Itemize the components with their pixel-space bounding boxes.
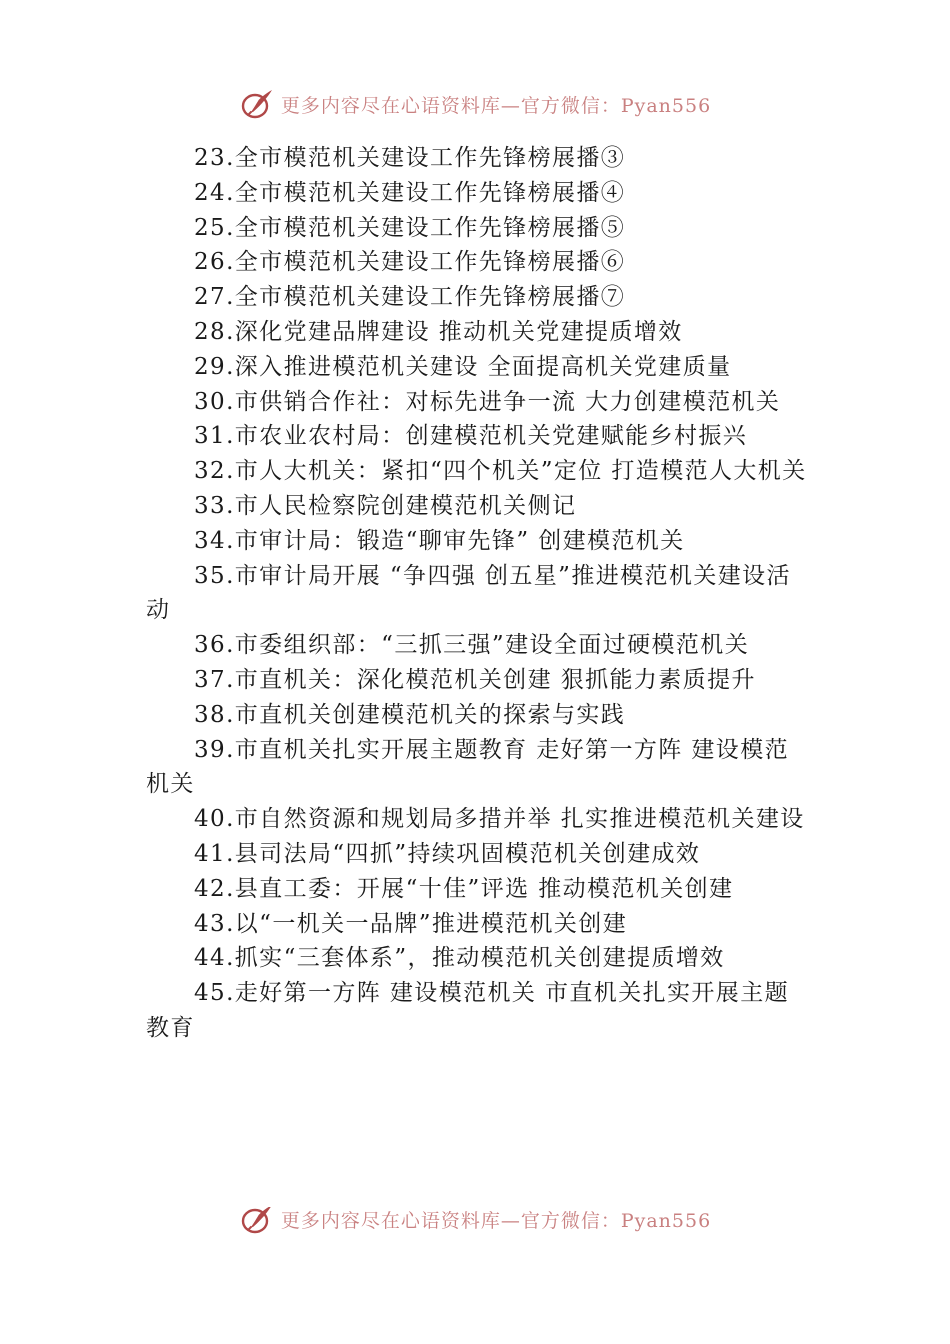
list-item-33: 33.市人民检察院创建模范机关侧记 [194, 492, 577, 519]
list-item-24: 24.全市模范机关建设工作先锋榜展播④ [194, 179, 626, 206]
list-item-35: 35.市审计局开展 “争四强 创五星”推进模范机关建设活动 [146, 562, 791, 624]
list-item-27: 27.全市模范机关建设工作先锋榜展播⑦ [194, 284, 626, 311]
list-item-34: 34.市审计局：锻造“聊审先锋” 创建模范机关 [194, 527, 685, 554]
list-item-44: 44.抓实“三套体系”，推动模范机关创建提质增效 [194, 945, 725, 972]
page-header [0, 84, 950, 124]
header-brand [239, 86, 711, 122]
quill-logo-icon [239, 86, 275, 122]
footer-brand-text: 更多内容尽在心语资料库—官方微信：Pyan556 [280, 1209, 712, 1232]
footer-brand [239, 1207, 711, 1237]
list-item-29: 29.深入推进模范机关建设 全面提高机关党建质量 [194, 353, 732, 380]
list-item-26: 26.全市模范机关建设工作先锋榜展播⑥ [194, 249, 626, 276]
list-item-38: 38.市直机关创建模范机关的探索与实践 [194, 701, 626, 728]
list-item-42: 42.县直工委：开展“十佳”评选 推动模范机关创建 [194, 875, 734, 902]
list-item-39: 39.市直机关扎实开展主题教育 走好第一方阵 建设模范机关 [146, 736, 789, 798]
list-item-31: 31.市农业农村局：创建模范机关党建赋能乡村振兴 [194, 423, 748, 450]
list-item-36: 36.市委组织部：“三抓三强”建设全面过硬模范机关 [194, 632, 750, 659]
header-brand-text: 更多内容尽在心语资料库—官方微信：Pyan556 [280, 94, 712, 117]
list-item-30: 30.市供销合作社：对标先进争一流 大力创建模范机关 [194, 388, 781, 415]
page-footer [0, 1207, 950, 1241]
list-item-43: 43.以“一机关一品牌”推进模范机关创建 [194, 910, 628, 937]
document-body [146, 141, 811, 1046]
list-item-28: 28.深化党建品牌建设 推动机关党建提质增效 [194, 318, 683, 345]
list-item-37: 37.市直机关：深化模范机关创建 狠抓能力素质提升 [194, 666, 756, 693]
list-item-32: 32.市人大机关：紧扣“四个机关”定位 打造模范人大机关 [194, 458, 807, 485]
list-item-45: 45.走好第一方阵 建设模范机关 市直机关扎实开展主题教育 [146, 980, 789, 1041]
list-item-25: 25.全市模范机关建设工作先锋榜展播⑤ [194, 214, 626, 241]
list-item-23: 23.全市模范机关建设工作先锋榜展播③ [194, 145, 626, 171]
quill-logo-icon [239, 1207, 275, 1237]
list-item-41: 41.县司法局“四抓”持续巩固模范机关创建成效 [194, 840, 701, 867]
list-item-40: 40.市自然资源和规划局多措并举 扎实推进模范机关建设 [194, 806, 805, 833]
